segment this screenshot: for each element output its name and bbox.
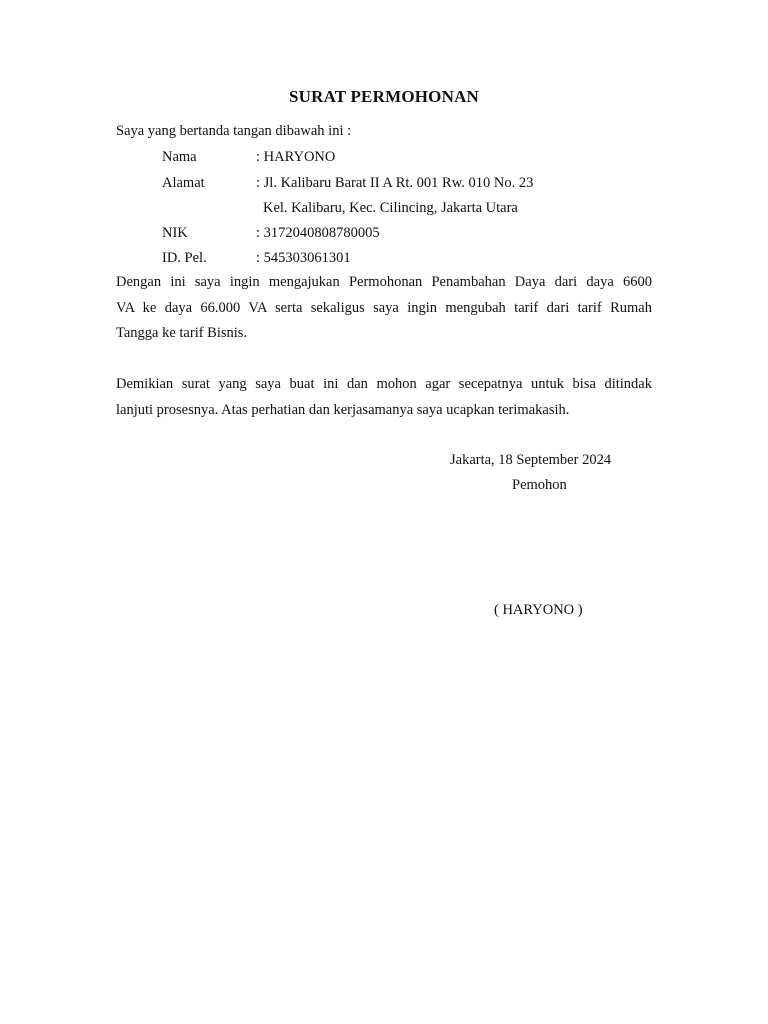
applicant-label: Pemohon [512, 477, 567, 493]
field-row-nama [0, 149, 768, 169]
request-line-1: Dengan ini saya ingin mengajukan Permohonan Penambahan Daya dari daya 6600 [116, 274, 652, 290]
field-value-nik: : 3172040808780005 [256, 225, 380, 241]
request-paragraph [116, 270, 652, 347]
field-row-nik [0, 225, 768, 245]
field-value-alamat: : Jl. Kalibaru Barat II A Rt. 001 Rw. 010 No. 23 [256, 175, 534, 191]
field-row-id-pel [0, 250, 768, 270]
field-label-nik: NIK [162, 225, 188, 241]
signer-name: ( HARYONO ) [494, 602, 583, 618]
closing-line-1: Demikian surat yang saya buat ini dan mohon agar secepatnya untuk bisa ditindak [116, 376, 652, 392]
intro-text: Saya yang bertanda tangan dibawah ini : [116, 123, 352, 139]
field-value-alamat-line2: Kel. Kalibaru, Kec. Cilincing, Jakarta Utara [263, 200, 518, 216]
field-label-id-pel: ID. Pel. [162, 250, 207, 266]
place-date: Jakarta, 18 September 2024 [450, 452, 612, 468]
closing-paragraph [116, 372, 652, 423]
field-row-alamat-line2 [0, 200, 768, 220]
field-label-nama: Nama [162, 149, 197, 165]
request-line-3: Tangga ke tarif Bisnis. [116, 325, 248, 341]
letter-title: SURAT PERMOHONAN [288, 87, 480, 106]
request-line-2: VA ke daya 66.000 VA serta sekaligus saya ingin mengubah tarif dari tarif Rumah [116, 299, 652, 316]
field-value-id-pel: : 545303061301 [256, 250, 351, 266]
field-label-alamat: Alamat [162, 175, 205, 191]
field-row-alamat [0, 175, 768, 195]
field-value-nama: : HARYONO [256, 149, 336, 165]
closing-line-2: lanjuti prosesnya. Atas perhatian dan kerjasamanya saya ucapkan terimakasih. [116, 401, 570, 418]
